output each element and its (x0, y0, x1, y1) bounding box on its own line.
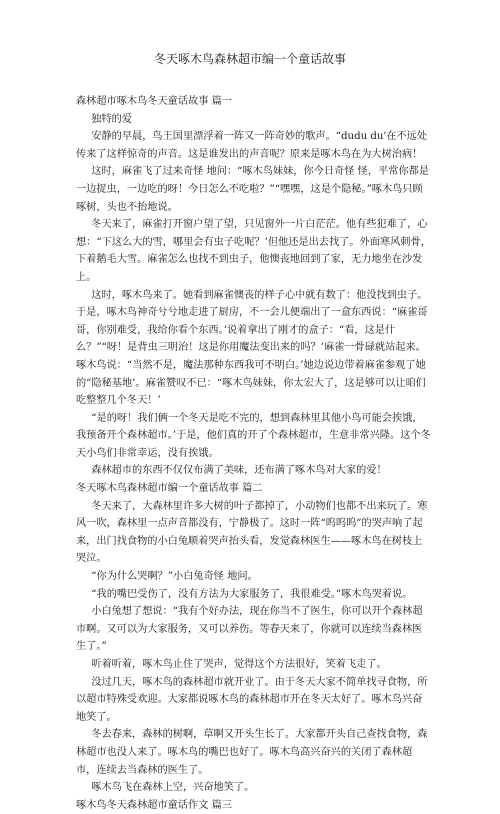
paragraph: 冬天来了，大森林里许多大树的叶子都掉了，小动物们也都不出来玩了。寒风一吹，森林里一点声音都没有，宁静极了。这时一阵“呜呜呜”的哭声响了起来，出门找食物的小白兔顺着哭声抬头看，发觉森林医生——啄木鸟在树枝上哭泣。 (76, 500, 428, 565)
paragraph: 安静的早晨，鸟王国里漂浮着一阵又一阵奇妙的歌声。“dudu du'在不远处传来了这样惊奇的声音。这是谁发出的声音呢？原来是啄木鸟在为大树治病！ (76, 131, 428, 160)
paragraph: 听着听着，啄木鸟止住了哭声，觉得这个方法很好，笑着飞走了。 (91, 659, 387, 670)
paragraph: 这时，麻雀飞了过来奇怪 地问：“啄木鸟妹妹，你今日奇怪 怪，平常你都是一边捉虫，一边吃的呀！今日怎么不吃啦？”“嘿嘿，这是个隐秘。”啄木鸟只顾啄树，头也不抬地说。 (76, 166, 429, 213)
paragraph: 这时，啄木鸟来了。她看到麻雀懊丧的样子心中就有数了：他没找到虫子。于是，啄木鸟神奇兮兮地走进了厨房，不一会儿便端出了一盒东西说：“麻雀哥哥，你别难受，我给你看个东西。’说着拿出了刚才的盒子：“看，这是什么？”“呀！是背虫三明治！这是你用魔法变出来的吗？’麻雀一骨碌就站起来。啄木鸟说：“当然不是，魔法那种东西我可不明白。’她边说边带着麻雀参观了她的“隐秘基地’。麻雀赞叹不已：“啄木鸟妹妹，你太宏大了，这是够可以让咱们吃整整几个冬天！’ (76, 289, 428, 407)
paragraph: 小白兔想了想说：“我有个好办法，现在你当不了医生，你可以开个森林超市啊。又可以为大家服务，又可以养伤。等春天来了，你就可以连续当森林医生了。” (76, 606, 423, 653)
document-body (76, 93, 431, 814)
paragraph: 冬去春来，森林的树啊，草啊又开头生长了。大家都开头自己查找食物，森林超市也没人来了。啄木鸟的嘴巴也好了。啄木鸟高兴奋兴的关闭了森林超市，连续去当森林的医生了。 (76, 729, 428, 776)
section-heading: 冬天啄木鸟森林超市编一个童话故事 篇二 (76, 483, 263, 495)
section-heading: 啄木鸟冬天森林超市童话作文 篇三 (76, 799, 233, 811)
section-heading: 森林超市啄木鸟冬天童话故事 篇一 (76, 96, 233, 107)
paragraph: “我的嘴巴受伤了，没有方法为大家服务了，我很难受。”啄木鸟哭着说。 (91, 588, 413, 600)
paragraph: “是的呀！我们俩一个冬天是吃不完的，想到森林里其他小鸟可能会挨饿，我预备开个森林超市。’于是，他们真的开了个森林超市，生意非常兴隆。这个冬天小鸟们非常幸运，没有挨饿。 (76, 412, 431, 459)
paragraph: 啄木鸟飞在森林上空，兴奋地笑了。 (91, 782, 255, 794)
paragraph: “你为什么哭啊？”小白兔奇怪 地问。 (91, 571, 258, 583)
page-title: 冬天啄木鸟森林超市编一个童话故事 (153, 52, 346, 66)
paragraph: 森林超市的东西不仅仅布满了美味，还布满了啄木鸟对大家的爱！ (91, 465, 387, 477)
paragraph: 没过几天，啄木鸟的森林超市就开业了。由于冬天大家不简单找寻食物，所以超市特殊受欢迎。大家都说啄木鸟的森林超市开在冬天太好了。啄木鸟兴奋地笑了。 (76, 676, 428, 723)
paragraph: 冬天来了，麻雀打开窗户望了望，只见窗外一片白茫茫。他有些犯难了，心想：“下这么大的雪，哪里会有虫子吃呢？’但他还是出去找了。外面寒风刺骨，下着鹅毛大雪。麻雀怎么也找不到虫子，他懊丧地回到了家，无力地坐在沙发上。 (76, 219, 431, 283)
paragraph: 独特的爱 (91, 113, 133, 125)
